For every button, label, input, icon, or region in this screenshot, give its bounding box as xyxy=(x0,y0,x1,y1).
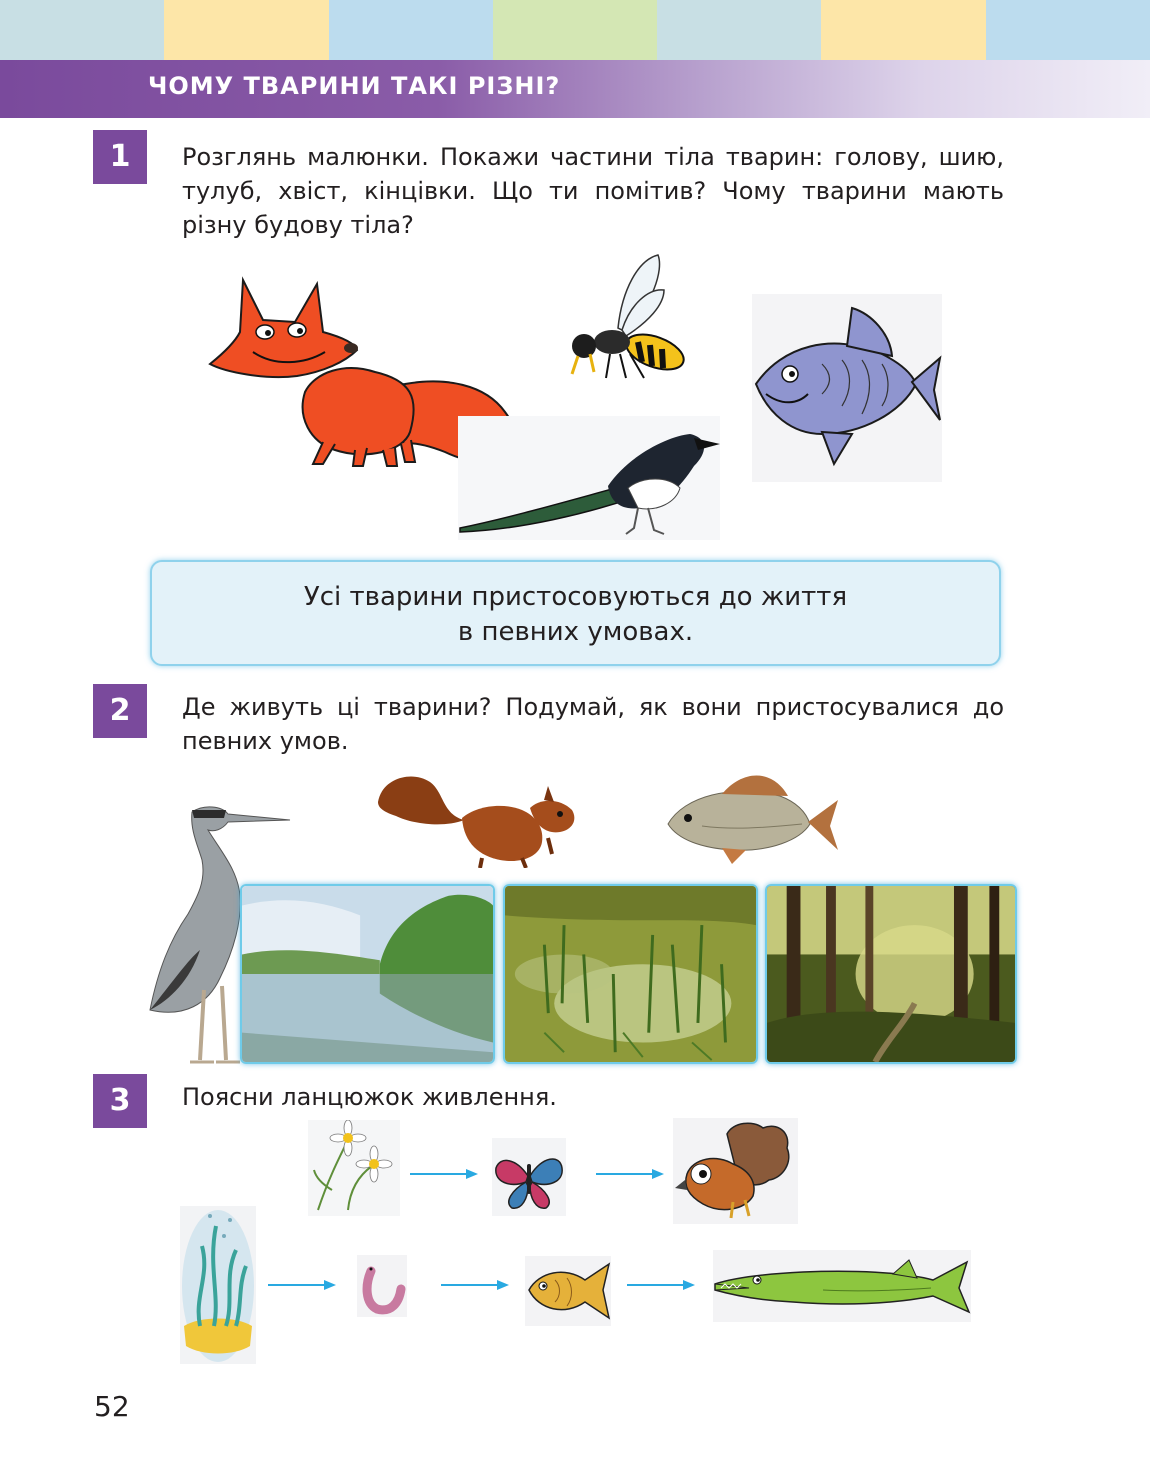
stripe-3 xyxy=(329,0,493,60)
rule-box xyxy=(150,560,1001,666)
task-2-number: 2 xyxy=(93,684,147,738)
small-fish-illustration xyxy=(525,1256,611,1326)
forest-photo xyxy=(765,884,1017,1064)
bird-illustration xyxy=(673,1118,798,1224)
lake-photo xyxy=(240,884,495,1064)
chain2-arrow-2 xyxy=(441,1279,509,1291)
title-bar xyxy=(0,60,1150,118)
task-1-text: Розглянь малюнки. Покажи частини тіла тварин: голову, шию, тулуб, хвіст, кінцівки. Що ти помітив? Чому тварини мають різну будову тіла? xyxy=(182,143,1004,239)
rule-line-2: в певних умовах. xyxy=(457,617,694,647)
page-number: 52 xyxy=(94,1390,130,1423)
stripe-7 xyxy=(986,0,1150,60)
pike-illustration xyxy=(713,1250,971,1322)
stripe-2 xyxy=(164,0,328,60)
squirrel-photo xyxy=(372,768,582,868)
task-1-number: 1 xyxy=(93,130,147,184)
page-title: ЧОМУ ТВАРИНИ ТАКІ РІЗНІ? xyxy=(148,72,561,100)
rule-line-1: Усі тварини пристосовуються до життя xyxy=(303,582,848,612)
chain2-arrow-3 xyxy=(627,1279,695,1291)
chamomile-illustration xyxy=(308,1120,400,1216)
stripe-4 xyxy=(493,0,657,60)
task-3-text: Поясни ланцюжок живлення. xyxy=(182,1083,557,1111)
fish-illustration xyxy=(752,294,942,482)
wasp-illustration xyxy=(560,250,700,390)
butterfly-illustration xyxy=(492,1138,566,1216)
stripe-5 xyxy=(657,0,821,60)
task-3-number: 3 xyxy=(93,1074,147,1128)
swamp-photo xyxy=(503,884,758,1064)
stripe-1 xyxy=(0,0,164,60)
chain1-arrow-1 xyxy=(410,1168,478,1180)
task-2-text: Де живуть ці тварини? Подумай, як вони пристосувалися до певних умов. xyxy=(182,693,1004,755)
header-color-stripes xyxy=(0,0,1150,60)
worm-illustration xyxy=(357,1255,407,1317)
water-plant-illustration xyxy=(180,1206,256,1364)
crucian-carp-photo xyxy=(662,766,840,866)
chain1-arrow-2 xyxy=(596,1168,664,1180)
magpie-illustration xyxy=(458,416,720,540)
stripe-6 xyxy=(821,0,985,60)
chain2-arrow-1 xyxy=(268,1279,336,1291)
